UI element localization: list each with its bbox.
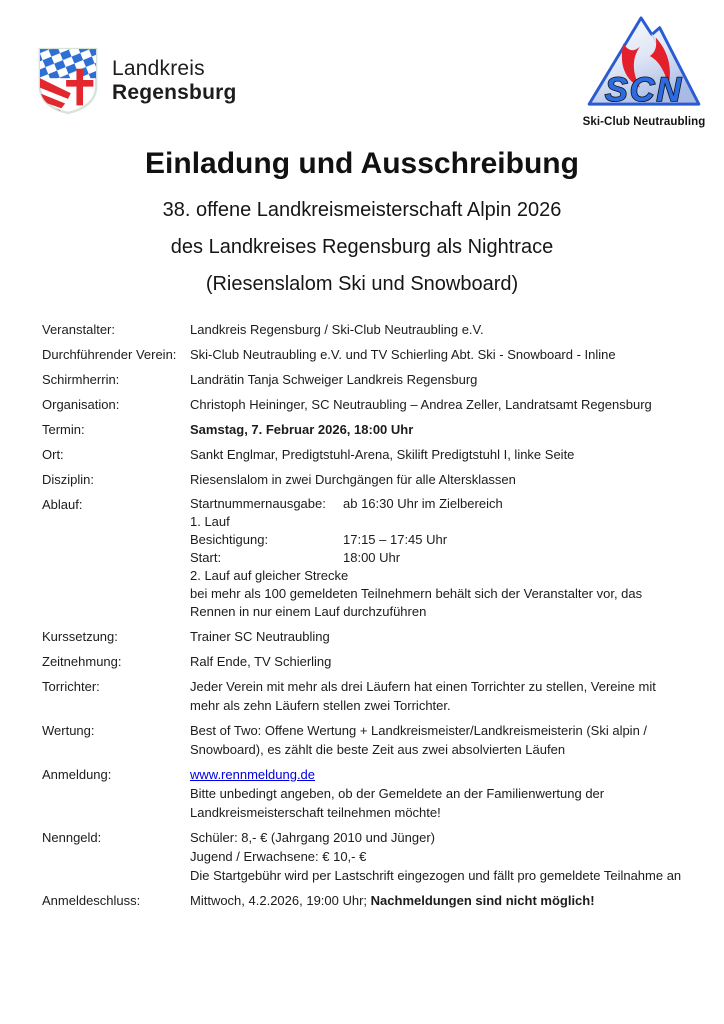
detail-label: Anmeldeschluss: [42, 893, 141, 908]
detail-row-veranstalter [42, 320, 690, 339]
detail-label: Ablauf: [42, 497, 83, 512]
ablauf-lauf1: 1. Lauf [190, 514, 230, 529]
detail-value-anmeldeschluss [190, 891, 685, 910]
landkreis-name-line2: Regensburg [112, 81, 237, 104]
detail-row-schirmherrin [42, 370, 690, 389]
ablauf-sublabel: Startnummernausgabe: [190, 496, 326, 511]
detail-value-termin: Samstag, 7. Februar 2026, 18:00 Uhr [190, 422, 414, 437]
detail-row-durchfuehrender-verein [42, 345, 690, 364]
ablauf-hinweis: bei mehr als 100 gemeldeten Teilnehmern behält sich der Veranstalter vor, das Rennen in nur einem Lauf durchzuführen [190, 586, 643, 619]
detail-value: Landkreis Regensburg / Ski-Club Neutraubling e.V. [190, 322, 484, 337]
ablauf-besichtigung [190, 531, 685, 549]
detail-value-anmeldung [190, 765, 685, 822]
detail-row-wertung [42, 721, 690, 759]
ablauf-subvalue: 17:15 – 17:45 Uhr [343, 532, 448, 547]
nenngeld-jugend: Jugend / Erwachsene: € 10,- € [190, 849, 367, 864]
anmeldeschluss-date: Mittwoch, 4.2.2026, 19:00 Uhr; [190, 893, 371, 908]
detail-row-zeitnehmung [42, 652, 690, 671]
scn-caption: Ski-Club Neutraubling [582, 116, 706, 128]
subtitle-event: 38. offene Landkreismeisterschaft Alpin 2026 [162, 199, 562, 221]
ablauf-sublabel: Start: [190, 550, 222, 565]
detail-label: Termin: [42, 422, 85, 437]
detail-value-ablauf [190, 495, 685, 621]
detail-value: Ski-Club Neutraubling e.V. und TV Schierling Abt. Ski - Snowboard - Inline [190, 347, 616, 362]
ablauf-subvalue: 18:00 Uhr [343, 550, 401, 565]
detail-value: Trainer SC Neutraubling [190, 629, 330, 644]
ablauf-sublabel: Besichtigung: [190, 532, 269, 547]
detail-row-disziplin [42, 470, 690, 489]
landkreis-coat-of-arms-icon [37, 46, 99, 116]
detail-row-kurssetzung [42, 627, 690, 646]
subtitle-discipline: (Riesenslalom Ski und Snowboard) [205, 273, 519, 295]
ablauf-subvalue: ab 16:30 Uhr im Zielbereich [343, 496, 503, 511]
detail-value: Christoph Heininger, SC Neutraubling – Andrea Zeller, Landratsamt Regensburg [190, 397, 652, 412]
detail-row-anmeldeschluss [42, 891, 690, 910]
detail-row-ablauf [42, 495, 690, 621]
detail-label: Schirmherrin: [42, 372, 120, 387]
detail-label: Veranstalter: [42, 322, 115, 337]
detail-value: Jeder Verein mit mehr als drei Läufern hat einen Torrichter zu stellen, Vereine mit mehr als zehn Läufern stellen zwei Torrichter. [190, 679, 656, 713]
ablauf-startnummern [190, 495, 685, 513]
detail-value: Best of Two: Offene Wertung + Landkreismeister/Landkreismeisterin (Ski alpin / Snowboard), es zählt die beste Zeit aus zwei absolvierten Läufen [190, 723, 648, 757]
rennmeldung-link[interactable]: www.rennmeldung.de [190, 767, 316, 782]
landkreis-name-line1: Landkreis [112, 57, 205, 80]
detail-label: Wertung: [42, 723, 95, 738]
ablauf-lauf2: 2. Lauf auf gleicher Strecke [190, 568, 349, 583]
detail-row-nenngeld [42, 828, 690, 885]
details-section [42, 320, 690, 910]
ablauf-start [190, 549, 685, 567]
detail-value-nenngeld [190, 828, 685, 885]
detail-label: Durchführender Verein: [42, 347, 177, 362]
detail-label: Disziplin: [42, 472, 95, 487]
page-title: Einladung und Ausschreibung [145, 147, 579, 180]
detail-value: Ralf Ende, TV Schierling [190, 654, 332, 669]
detail-row-ort [42, 445, 690, 464]
detail-row-torrichter [42, 677, 690, 715]
anmeldung-note: Bitte unbedingt angeben, ob der Gemeldete an der Familienwertung der Landkreismeisterschaft teilnehmen möchte! [190, 786, 605, 820]
nenngeld-schueler: Schüler: 8,- € (Jahrgang 2010 und Jünger) [190, 830, 435, 845]
detail-row-termin [42, 420, 690, 439]
landkreis-name [112, 57, 237, 105]
detail-row-organisation [42, 395, 690, 414]
detail-value: Sankt Englmar, Predigtstuhl-Arena, Skilift Predigtstuhl I, linke Seite [190, 447, 575, 462]
scn-mountain-icon [582, 14, 706, 110]
detail-label: Anmeldung: [42, 767, 112, 782]
nenngeld-lastschrift: Die Startgebühr wird per Lastschrift eingezogen und fällt pro gemeldete Teilnahme an [190, 868, 682, 883]
detail-label: Ort: [42, 447, 64, 462]
detail-label: Organisation: [42, 397, 120, 412]
landkreis-regensburg-logo [37, 46, 237, 116]
subtitle-host: des Landkreises Regensburg als Nightrace [170, 236, 554, 258]
detail-value: Landrätin Tanja Schweiger Landkreis Regensburg [190, 372, 478, 387]
detail-label: Kurssetzung: [42, 629, 118, 644]
detail-label: Torrichter: [42, 679, 100, 694]
detail-row-anmeldung [42, 765, 690, 822]
scn-acronym: SCN [604, 71, 684, 110]
scn-logo [572, 14, 716, 128]
anmeldeschluss-warning: Nachmeldungen sind nicht möglich! [370, 893, 595, 908]
detail-label: Nenngeld: [42, 830, 102, 845]
detail-label: Zeitnehmung: [42, 654, 122, 669]
detail-value: Riesenslalom in zwei Durchgängen für alle Altersklassen [190, 472, 516, 487]
